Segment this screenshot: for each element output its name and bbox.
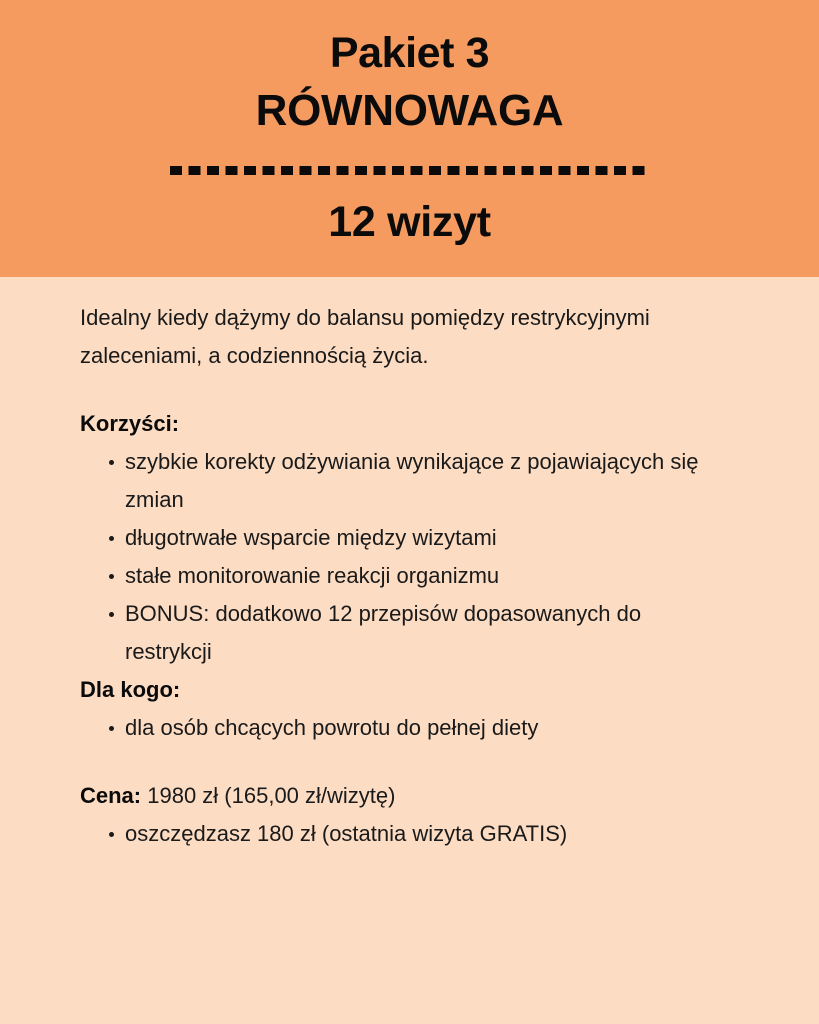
list-item: stałe monitorowanie reakcji organizmu (80, 557, 720, 595)
card-body (0, 277, 819, 1024)
list-item: długotrwałe wsparcie między wizytami (80, 519, 720, 557)
card-header (0, 0, 819, 277)
intro-paragraph: Idealny kiedy dążymy do balansu pomiędzy restrykcyjnymi zaleceniami, a codziennością życia. (80, 305, 650, 368)
audience-list (80, 709, 739, 747)
price-row (80, 777, 739, 815)
dashed-divider (170, 166, 650, 175)
price-value: 1980 zł (165,00 zł/wizytę) (147, 783, 396, 808)
package-label: Pakiet 3 (329, 29, 490, 77)
list-item: dla osób chcących powrotu do pełnej diety (80, 709, 720, 747)
benefits-list (80, 443, 739, 671)
price-label: Cena: (80, 783, 142, 808)
audience-heading: Dla kogo: (80, 677, 181, 702)
savings-list (80, 815, 739, 853)
visit-count: 12 wizyt (328, 198, 491, 246)
benefits-heading: Korzyści: (80, 411, 180, 436)
list-item: oszczędzasz 180 zł (ostatnia wizyta GRATIS) (80, 815, 720, 853)
list-item: szybkie korekty odżywiania wynikające z pojawiających się zmian (80, 443, 720, 519)
list-item: BONUS: dodatkowo 12 przepisów dopasowanych do restrykcji (80, 595, 720, 671)
package-name: RÓWNOWAGA (255, 86, 564, 135)
